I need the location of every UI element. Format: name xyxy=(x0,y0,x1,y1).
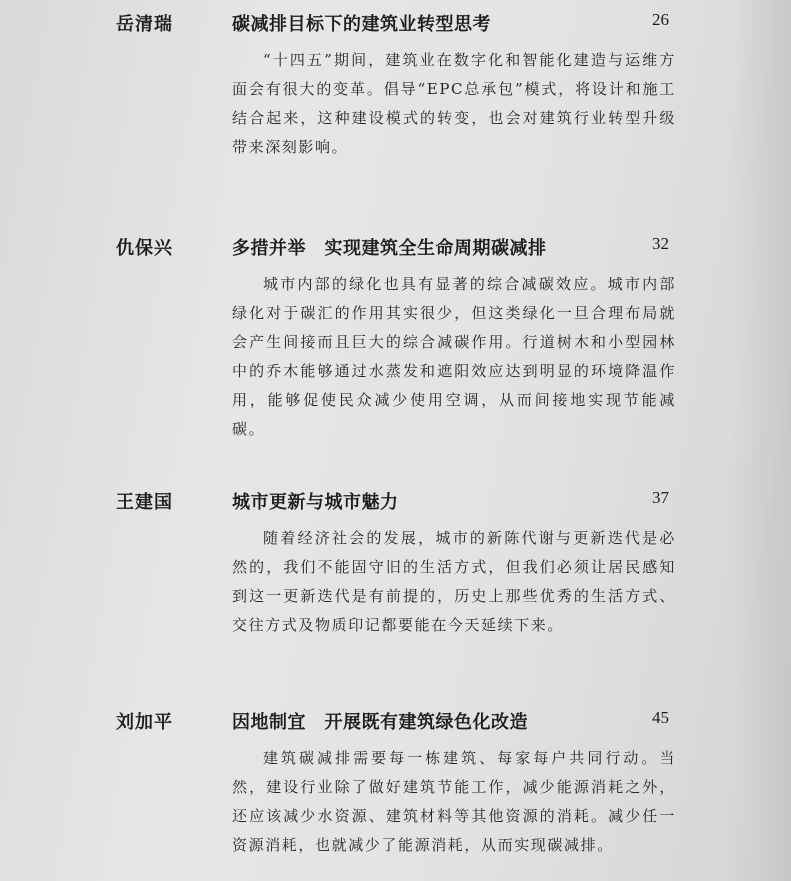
entry-page-number: 45 xyxy=(652,708,669,727)
entry-page-number: 32 xyxy=(652,234,669,253)
entry-excerpt: 随着经济社会的发展，城市的新陈代谢与更新迭代是必然的，我们不能固守旧的生活方式，但我们必须让居民感知到这一更新迭代是有前提的，历史上那些优秀的生活方式、交往方式及物质印记都要能在今天延续下来。 xyxy=(232,529,676,634)
entry-author: 仇保兴 xyxy=(116,238,173,259)
entry-title: 多措并举 实现建筑全生命周期碳减排 xyxy=(232,238,547,259)
entry-author: 刘加平 xyxy=(116,712,173,733)
entry-excerpt: “十四五”期间，建筑业在数字化和智能化建造与运维方面会有很大的变革。倡导“EPC总承包”模式，将设计和施工结合起来，这种建设模式的转变，也会对建筑行业转型升级带来深刻影响。 xyxy=(232,51,676,156)
entry-title: 城市更新与城市魅力 xyxy=(232,492,399,513)
entry-excerpt: 建筑碳减排需要每一栋建筑、每家每户共同行动。当然，建设行业除了做好建筑节能工作，减少能源消耗之外，还应该减少水资源、建筑材料等其他资源的消耗。减少任一资源消耗，也就减少了能源消耗，从而实现碳减排。 xyxy=(232,749,676,854)
entry-author: 岳清瑞 xyxy=(116,14,173,35)
entry-page-number: 26 xyxy=(652,10,669,29)
entry-excerpt: 城市内部的绿化也具有显著的综合减碳效应。城市内部绿化对于碳汇的作用其实很少，但这类绿化一旦合理布局就会产生间接而且巨大的综合减碳作用。行道树木和小型园林中的乔木能够通过水蒸发和遮阳效应达到明显的环境降温作用，能够促使民众减少使用空调，从而间接地实现节能减碳。 xyxy=(232,275,676,438)
entry-author: 王建国 xyxy=(116,492,173,513)
entry-page-number: 37 xyxy=(652,488,669,507)
entry-title: 因地制宜 开展既有建筑绿色化改造 xyxy=(232,712,528,733)
entry-title: 碳减排目标下的建筑业转型思考 xyxy=(232,14,491,35)
